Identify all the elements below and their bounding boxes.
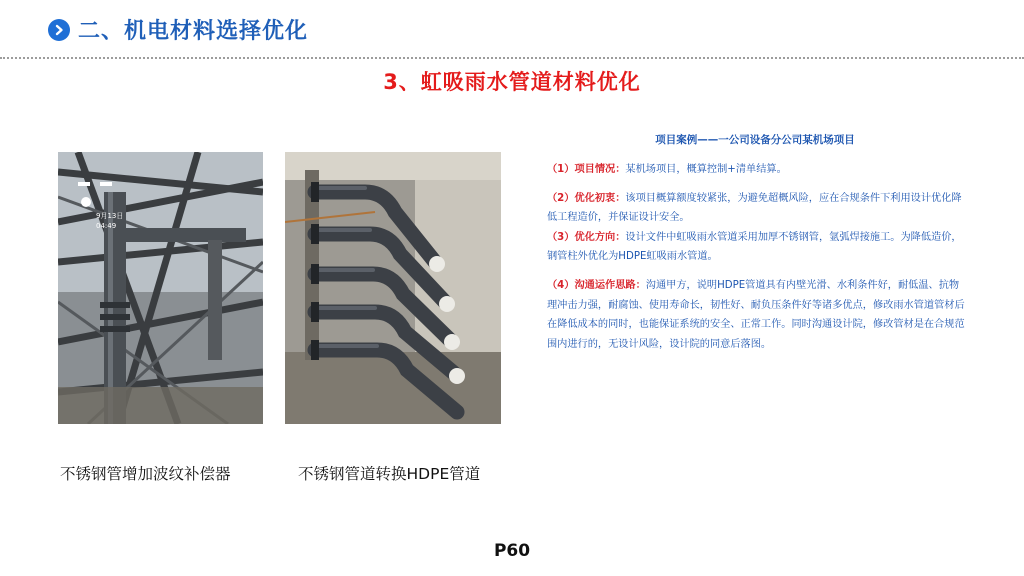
photo-date-stamp: 9月13日 <box>96 212 124 220</box>
photo-caption: 不锈钢管道转换HDPE管道 <box>298 465 481 483</box>
case-title: 项目案例——一公司设备分公司某机场项目 <box>655 134 855 146</box>
photo-hdpe-pipes <box>285 152 501 424</box>
photo-steel-pipe-compensator <box>58 152 263 424</box>
case-item-text: 设计文件中虹吸雨水管道采用加厚不锈钢管，氩弧焊接施工。为降低造价，钢管柱外优化为HDPE虹吸雨水管道。 <box>547 231 962 263</box>
case-item-label: （4）沟通运作思路： <box>547 279 646 291</box>
photo-caption: 不锈钢管增加波纹补偿器 <box>60 465 231 483</box>
dotted-divider <box>0 57 1024 59</box>
case-item-text: 沟通甲方，说明HDPE管道具有内壁光滑、水利条件好，耐低温、抗物理冲击力强，耐腐蚀、使用寿命长，韧性好、耐负压条件好等诸多优点，修改雨水管道管材后在降低成本的同时，也能保证系统的安全、正常工作。同时沟通设计院，修改管材是在合规范围内进行的，无设计风险，设计院的同意后落图。 <box>547 279 965 350</box>
section-title: 二、机电材料选择优化 <box>78 19 309 44</box>
case-item <box>547 228 967 267</box>
case-item <box>547 276 967 354</box>
case-item-label: （3）优化方向： <box>547 231 626 243</box>
case-item-label: （1）项目情况： <box>547 164 626 175</box>
case-item <box>547 189 967 228</box>
case-item-text: 该项目概算额度较紧张，为避免超概风险，应在合规条件下利用设计优化降低工程造价，并保证设计安全。 <box>547 192 962 224</box>
case-item-label: （2）优化初衷： <box>547 192 626 204</box>
chevron-right-icon <box>48 19 70 41</box>
section-header <box>48 14 308 45</box>
slide-subtitle: 3、虹吸雨水管道材料优化 <box>383 70 641 94</box>
page-number: P60 <box>493 541 531 561</box>
case-item <box>547 160 967 180</box>
case-item-text: 某机场项目，概算控制+清单结算。 <box>625 164 787 175</box>
case-description <box>547 160 967 354</box>
photo-time-stamp: 04:49 <box>96 222 117 230</box>
